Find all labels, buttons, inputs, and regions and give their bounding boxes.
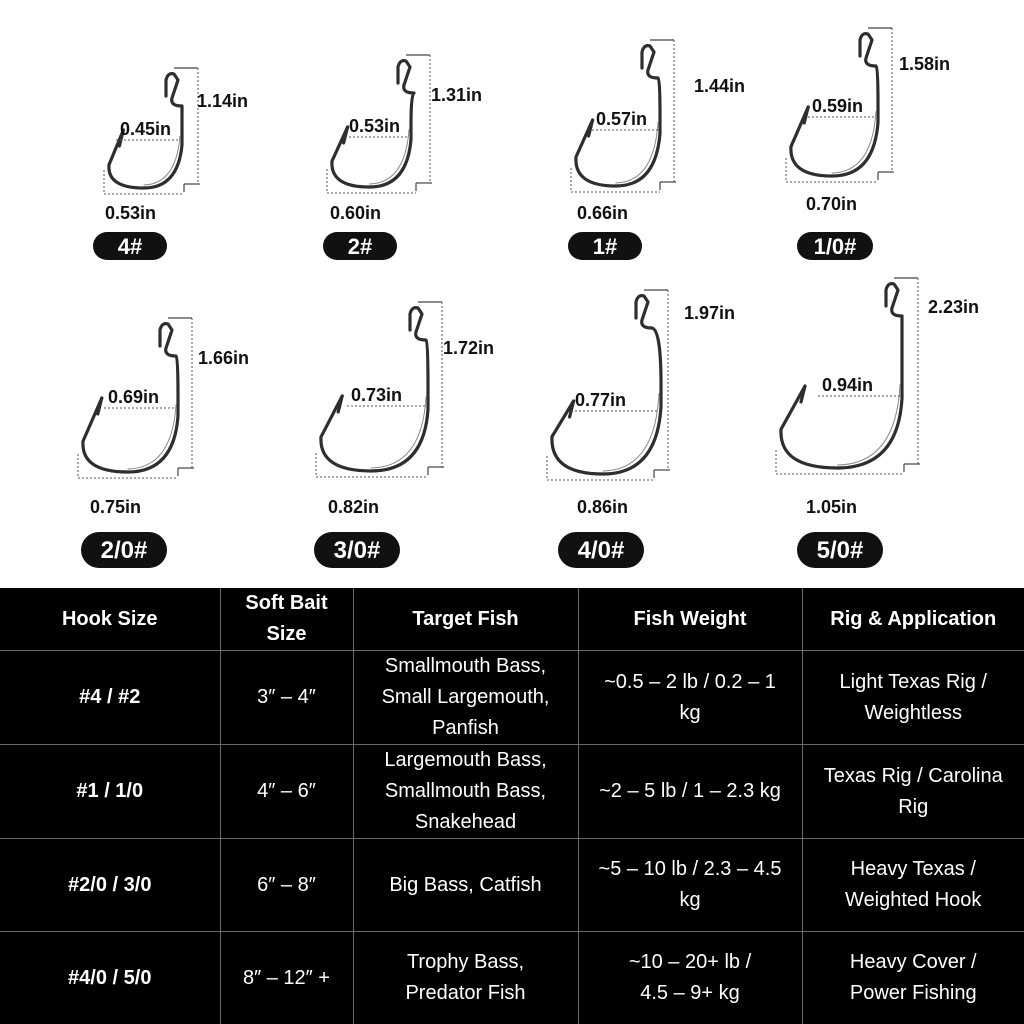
hook-wire [552,296,661,474]
hook-length-label: 1.72in [443,338,495,358]
hook-highlight [128,405,176,469]
size-badge-label: 4/0# [577,537,625,564]
cell-hook-size-line: #1 / 1/0 [76,780,144,802]
cell-target-fish-line: Largemouth Bass, [384,749,547,771]
cell-rig-application [802,839,1024,932]
hook-width-label: 0.66in [577,203,629,223]
cell-fish-weight [578,651,802,745]
hook-gap-label: 0.59in [812,96,864,116]
hook-highlight [832,112,876,173]
cell-target-fish-line: Panfish [432,717,499,739]
cell-target-fish-line: Small Largemouth, [381,686,550,708]
header-soft-bait-line2: Size [266,623,307,645]
cell-hook-size-line: #2/0 / 3/0 [68,873,152,896]
cell-target-fish-line: Smallmouth Bass, [384,655,547,677]
cell-rig-application-line: Weighted Hook [845,889,982,911]
hook-width-label: 0.70in [806,194,858,214]
hook-item [93,68,248,260]
hook-gap-label: 0.94in [822,375,874,395]
size-badge-label: 5/0# [816,537,864,564]
cell-rig-application [802,651,1024,745]
hook-width-label: 1.05in [806,497,858,517]
hook-gap-label: 0.53in [349,116,401,136]
hook-length-label: 1.44in [694,76,746,96]
hook-barb [98,398,102,414]
cell-soft-bait-size [220,932,353,1024]
cell-target-fish-line: Big Bass, Catfish [389,873,542,896]
cell-hook-size [0,745,220,839]
cell-soft-bait-size [220,839,353,932]
hook-highlight [144,136,180,185]
hook-highlight [616,123,658,184]
cell-fish-weight [578,839,802,932]
cell-target-fish-line: Smallmouth Bass, [384,780,547,802]
hook-barb [570,401,574,417]
header-hook-size: Hook Size [0,588,220,651]
hook-width-label: 0.75in [90,497,142,517]
hook-width-label: 0.82in [328,497,380,517]
cell-rig-application-line: Power Fishing [849,982,977,1005]
hook-gap-label: 0.73in [351,385,403,405]
cell-rig-application-line: Texas Rig / Carolina [823,764,1003,787]
hook-highlight [370,130,409,184]
header-rig-application: Rig & Application [802,588,1024,651]
hook-barb [338,396,342,412]
table-row [0,932,1024,1024]
hook-item [776,278,979,568]
cell-target-fish [353,745,578,839]
cell-rig-application [802,932,1024,1024]
size-badge-label: 1/0# [813,234,857,259]
hook-gap-label: 0.77in [575,390,627,410]
size-badge-label: 3/0# [333,537,381,564]
cell-fish-weight-line: ~2 – 5 lb / 1 – 2.3 kg [599,780,781,802]
hook-gap-label: 0.45in [120,119,172,139]
cell-hook-size [0,932,220,1024]
hook-length-label: 1.97in [684,303,736,323]
size-badge-label: 4# [117,234,143,259]
cell-fish-weight-line: kg [679,889,701,911]
hook-item [78,318,249,568]
cell-soft-bait-size-line: 4″ – 6″ [257,780,316,802]
cell-rig-application [802,745,1024,839]
hook-barb [801,386,805,402]
cell-fish-weight [578,745,802,839]
cell-rig-application-line: Rig [898,795,929,818]
cell-target-fish-line: Trophy Bass, [406,951,525,974]
hook-length-label: 1.14in [197,91,249,111]
size-badge-label: 2/0# [100,537,148,564]
header-target-fish: Target Fish [353,588,578,651]
cell-rig-application-line: Heavy Texas / [850,858,976,880]
cell-soft-bait-size-line: 3″ – 4″ [257,686,316,708]
cell-target-fish [353,932,578,1024]
hook-highlight [371,397,426,468]
cell-rig-application-line: Heavy Cover / [849,951,977,974]
hook-item [547,290,735,568]
hook-length-label: 1.58in [899,54,951,74]
cell-soft-bait-size [220,651,353,745]
hook-barb [804,107,808,123]
size-badge-label: 2# [347,234,373,259]
hook-width-label: 0.53in [105,203,157,223]
cell-fish-weight-line: ~5 – 10 lb / 2.3 – 4.5 [598,858,782,880]
cell-fish-weight-line: 4.5 – 9+ kg [640,982,740,1005]
hook-item [314,302,494,568]
hook-item [786,28,950,260]
hook-width-label: 0.86in [577,497,629,517]
hook-highlight [838,385,901,465]
hook-width-label: 0.60in [330,203,382,223]
cell-soft-bait-size-line: 6″ – 8″ [257,873,316,896]
cell-target-fish-line: Predator Fish [405,982,526,1005]
header-soft-bait-line1: Soft Bait [245,592,328,614]
cell-soft-bait-size-line: 8″ – 12″ + [242,966,330,989]
hook-item [323,55,482,260]
cell-rig-application-line: Weightless [864,701,962,724]
header-soft-bait-size [220,588,353,651]
cell-hook-size-line: #4/0 / 5/0 [68,966,152,989]
header-fish-weight: Fish Weight [578,588,802,651]
cell-target-fish-line: Snakehead [414,811,517,833]
table-header-row [0,588,1024,651]
cell-target-fish [353,839,578,932]
hook-gap-label: 0.69in [108,387,160,407]
size-badge-label: 1# [592,234,618,259]
cell-hook-size-line: #4 / #2 [79,686,141,708]
cell-hook-size [0,839,220,932]
hook-barb [589,120,593,136]
cell-fish-weight-line: ~0.5 – 2 lb / 0.2 – 1 [604,670,776,693]
table-row [0,651,1024,745]
cell-fish-weight-line: kg [679,701,701,724]
hook-item [568,40,745,260]
cell-hook-size [0,651,220,745]
cell-target-fish [353,651,578,745]
hook-spec-table [0,588,1024,1024]
cell-soft-bait-size [220,745,353,839]
hook-length-label: 1.31in [431,85,483,105]
hook-barb [344,127,348,143]
table-row [0,745,1024,839]
cell-fish-weight-line: ~10 – 20+ lb / [628,951,752,974]
table-row [0,839,1024,932]
cell-rig-application-line: Light Texas Rig / [839,670,987,693]
cell-fish-weight [578,932,802,1024]
hook-gap-label: 0.57in [596,109,648,129]
hook-length-label: 1.66in [198,348,250,368]
hook-length-label: 2.23in [928,297,980,317]
